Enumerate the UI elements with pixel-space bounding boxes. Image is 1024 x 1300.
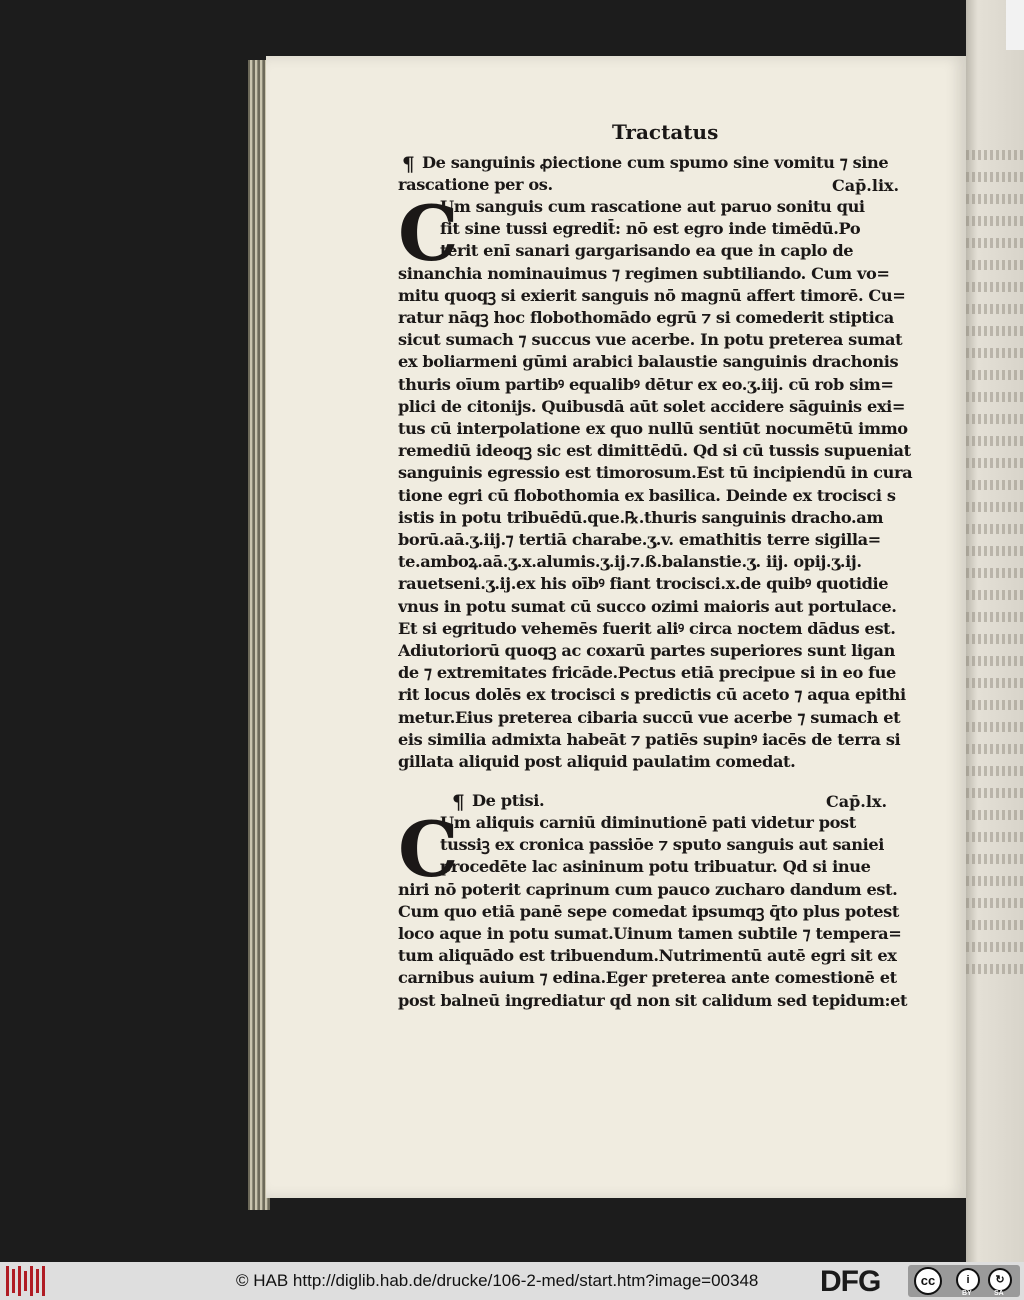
license-sa-label: SA — [994, 1290, 1004, 1297]
text-line: post balneū ingrediatur qd non sit calidum sed tepidum:et — [398, 990, 908, 1010]
facing-page-ghost-line — [966, 854, 1024, 864]
text-line: de ⁊ extremitates fricāde.Pectus etiā precipue si in eo fue — [398, 663, 896, 683]
facing-page-ghost-line — [966, 370, 1024, 380]
text-line: Adiutoriorū quoqꝫ ac coxarū partes superiores sunt ligan — [398, 641, 895, 660]
text-line: ratur nāqꝫ hoc flobothomādo egrū ⁊ si comederit stiptica — [398, 308, 894, 327]
facing-page-ghost-line — [966, 150, 1024, 160]
text-line: rauetseni.ʒ.ij.ex his oībꝰ fiant trocisci.x.de quibꝰ quotidie — [398, 574, 889, 594]
facing-page-ghost-line — [966, 326, 1024, 336]
page-marker-tab — [1006, 0, 1024, 50]
text-line: rit locus dolēs ex trocisci s predictis cū aceto ⁊ aqua epithi — [398, 685, 906, 705]
text-line: fit sine tussi egredit̄: nō est egro inde timēdū.Po — [440, 219, 861, 239]
text-line: plici de citonijs. Quibusdā aūt solet accidere sāguinis exi= — [398, 396, 906, 416]
drop-cap-initial: C — [398, 189, 459, 278]
pilcrow-mark: ¶ — [402, 152, 415, 176]
text-line: te.amboꝝ.aā.ʒ.x.alumis.ʒ.ij.⁊.ß.balanstie.ʒ. iij. opij.ʒ.ij. — [398, 552, 862, 572]
facing-page-ghost-line — [966, 920, 1024, 930]
facing-page-ghost-line — [966, 700, 1024, 710]
facing-page-ghost-line — [966, 546, 1024, 556]
text-line: carnibus auium ⁊ edina.Eger preterea ante comestionē et — [398, 968, 897, 988]
drop-cap-initial: C — [398, 805, 459, 894]
copyright-link[interactable]: © HAB http://diglib.hab.de/drucke/106-2-med/start.htm?image=00348 — [236, 1271, 759, 1290]
facing-page-ghost-line — [966, 612, 1024, 622]
chapter-number: Cap̄.lix. — [832, 176, 900, 195]
facing-page-ghost-line — [966, 172, 1024, 182]
facing-page-ghost-line — [966, 656, 1024, 666]
text-line: ex boliarmeni gūmi arabici balaustie sanguinis drachonis — [398, 352, 899, 372]
facing-page-ghost-line — [966, 744, 1024, 754]
text-line: sicut sumach ⁊ succus vue acerbe. In potu preterea sumat — [398, 330, 903, 350]
facing-page-ghost-line — [966, 524, 1024, 534]
facing-page-ghost-line — [966, 238, 1024, 248]
facing-page-ghost-line — [966, 634, 1024, 644]
share-alike-icon: ↻ — [988, 1268, 1012, 1292]
text-line: Cum quo etiā panē sepe comedat ipsumqꝫ q̄to plus potest — [398, 901, 899, 921]
facing-page-ghost-line — [966, 590, 1024, 600]
facing-page-ghost-line — [966, 898, 1024, 908]
text-line: thuris oīum partibꝰ equalibꝰ dētur ex eo.ʒ.iij. cū rob sim= — [398, 374, 894, 394]
text-line: istis in potu tribuēdū.que.℞.thuris sanguinis dracho.am — [398, 507, 884, 527]
chapter-heading-line: De ptisi. — [472, 791, 545, 810]
chapter-heading-line: rascatione per os. — [398, 175, 553, 194]
text-line: tum aliquādo est tribuendum.Nutrimentū autē egri sit ex — [398, 946, 897, 966]
facing-page-ghost-line — [966, 722, 1024, 732]
facing-page-ghost-line — [966, 216, 1024, 226]
facing-page-ghost-line — [966, 832, 1024, 842]
facing-page-ghost-line — [966, 458, 1024, 468]
text-line: eis similia admixta habeāt ⁊ patiēs supinꝰ iacēs de terra si — [398, 729, 901, 749]
facing-page-ghost-line — [966, 810, 1024, 820]
cc-license-badge[interactable] — [908, 1265, 1020, 1297]
cc-icon: cc — [914, 1267, 942, 1295]
facing-page-ghost-line — [966, 392, 1024, 402]
license-by-label: BY — [962, 1290, 972, 1297]
text-line: vnus in potu sumat cū succo ozimi maioris aut portulace. — [398, 596, 897, 616]
hab-logo-icon — [6, 1266, 46, 1296]
text-line: Um sanguis cum rascatione aut paruo sonitu qui — [440, 197, 865, 216]
facing-page-edge — [966, 0, 1024, 1262]
chapter-heading-line: De sanguinis ꝓiectione cum spumo sine vomitu ⁊ sine — [422, 153, 889, 172]
text-line: tussiꝫ ex cronica passiōe ⁊ sputo sanguis aut saniei — [440, 835, 885, 855]
facing-page-ghost-line — [966, 304, 1024, 314]
facing-page-ghost-line — [966, 788, 1024, 798]
facing-page-ghost-line — [966, 480, 1024, 490]
facing-page-ghost-line — [966, 436, 1024, 446]
text-line: metur.Eius preterea cibaria succū vue acerbe ⁊ sumach et — [398, 707, 901, 727]
facing-page-ghost-line — [966, 194, 1024, 204]
text-line: sanguinis egressio est timorosum.Est tū incipiendū in cura — [398, 463, 913, 483]
text-line: tus cū interpolatione ex quo nullū sentiūt nocumētū immo — [398, 419, 908, 438]
facing-page-ghost-line — [966, 260, 1024, 270]
text-line: loco aque in potu sumat.Uinum tamen subtile ⁊ tempera= — [398, 924, 902, 943]
text-line: terit enī sanari gargarisando ea que in caplo de — [440, 241, 854, 261]
chapter-number: Cap̄.lx. — [826, 792, 888, 811]
facing-page-ghost-line — [966, 678, 1024, 688]
text-line: mitu quoqꝫ si exierit sanguis nō magnū affert timorē. Cu= — [398, 285, 906, 305]
facing-page-ghost-line — [966, 502, 1024, 512]
facing-page-ghost-line — [966, 282, 1024, 292]
facing-page-ghost-line — [966, 942, 1024, 952]
text-line: Et si egritudo vehemēs fuerit aliꝰ circa noctem dādus est. — [398, 618, 896, 638]
text-line: Um aliquis carniū diminutionē pati videtur post — [440, 813, 856, 832]
facing-page-ghost-line — [966, 348, 1024, 358]
text-line: borū.aā.ʒ.iij.⁊ tertiā charabe.ʒ.v. emathitis terre sigilla= — [398, 530, 881, 549]
facing-page-ghost-line — [966, 766, 1024, 776]
text-line: sinanchia nominauimus ⁊ regimen subtiliando. Cum vo= — [398, 263, 890, 283]
text-line: tione egri cū flobothomia ex basilica. Deinde ex trocisci s — [398, 485, 896, 505]
text-line: remediū ideoqꝫ sic est dimittēdū. Qd si cū tussis supueniat — [398, 441, 911, 461]
text-line: niri nō poterit caprinum cum pauco zucharo dandum est. — [398, 879, 898, 899]
facing-page-ghost-line — [966, 876, 1024, 886]
dfg-logo: DFG — [820, 1265, 881, 1298]
facing-page-ghost-line — [966, 964, 1024, 974]
text-line: gillata aliquid post aliquid paulatim comedat. — [398, 752, 796, 771]
running-head: Tractatus — [612, 120, 719, 144]
footer-bar — [0, 1262, 1024, 1300]
facing-page-ghost-line — [966, 414, 1024, 424]
facing-page-ghost-line — [966, 568, 1024, 578]
text-line: procedēte lac asininum potu tribuatur. Qd si inue — [440, 857, 871, 877]
pilcrow-mark: ¶ — [452, 790, 465, 814]
attribution-icon: i — [956, 1268, 980, 1292]
